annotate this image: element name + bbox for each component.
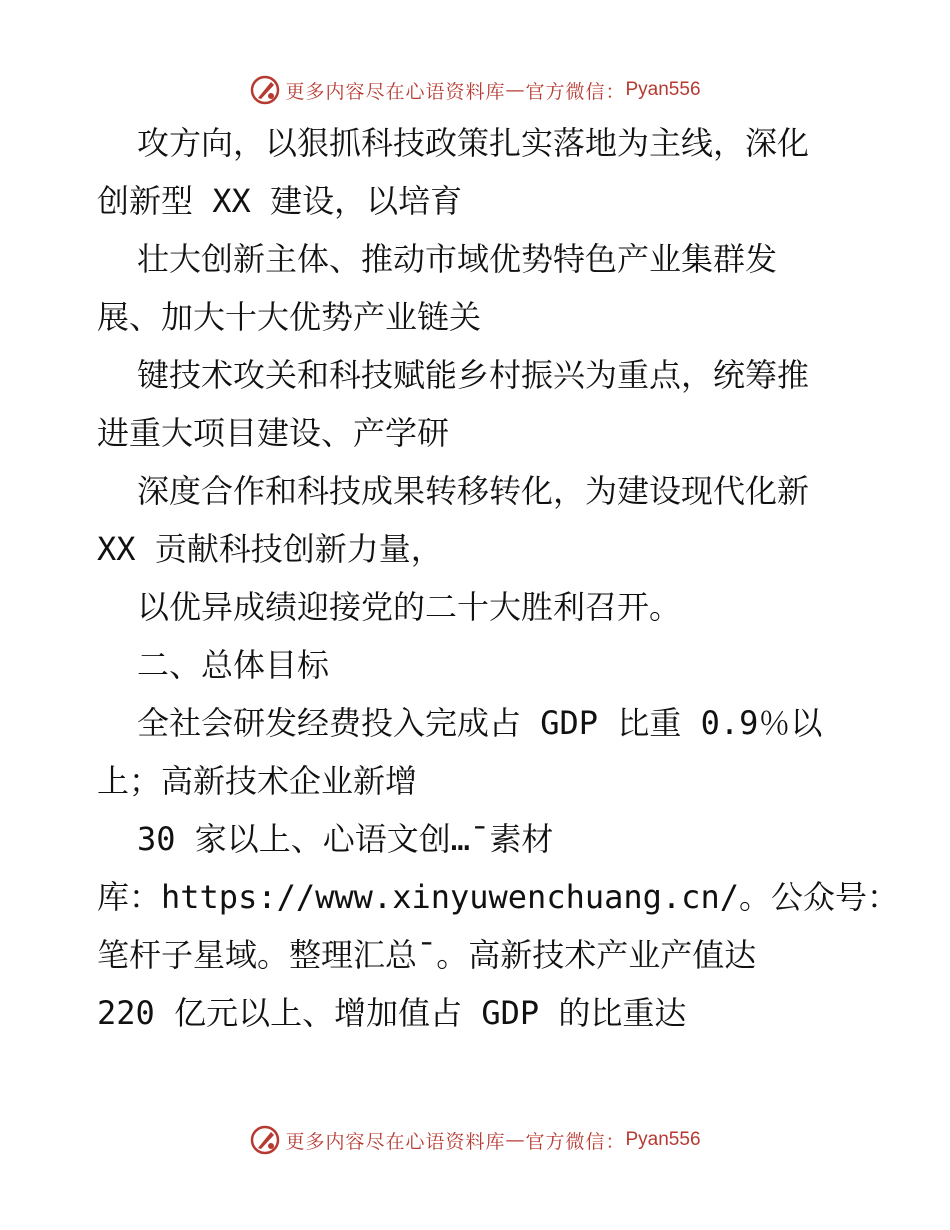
footer-watermark (0, 1123, 950, 1157)
watermark-brand: 更多内容尽在心语资料库 (285, 1130, 506, 1153)
watermark-label: 官方微信： (525, 80, 626, 103)
text-line: 上；高新技术企业新增 (97, 762, 418, 800)
text-line: 进重大项目建设、产学研 (97, 414, 450, 452)
watermark-dash: — (505, 79, 526, 101)
text-line: 以优异成绩迎接党的二十大胜利召开。 (137, 588, 682, 626)
watermark-label: 官方微信： (525, 1130, 626, 1153)
quill-circle-icon (249, 74, 281, 106)
watermark-handle: Pyan556 (625, 1129, 701, 1150)
text-line: 创新型 XX 建设，以培育 (97, 182, 463, 220)
text-line: 攻方向，以狠抓科技政策扎实落地为主线，深化 (137, 124, 810, 162)
text-line: 笔杆子星域。整理汇总¯。高新技术产业产值达 (97, 936, 757, 974)
text-line: 深度合作和科技成果转移转化，为建设现代化新 (137, 472, 810, 510)
document-body (97, 114, 899, 1042)
header-watermark (0, 73, 950, 107)
watermark-brand: 更多内容尽在心语资料库 (285, 80, 506, 103)
watermark-handle: Pyan556 (625, 79, 701, 100)
text-line: 键技术攻关和科技赋能乡村振兴为重点，统筹推 (137, 356, 810, 394)
text-line: 展、加大十大优势产业链关 (97, 298, 482, 336)
text-line: 30 家以上、心语文创…¯素材 (137, 820, 554, 858)
text-line: 220 亿元以上、增加值占 GDP 的比重达 (97, 994, 687, 1032)
text-line: 全社会研发经费投入完成占 GDP 比重 0.9％以 (137, 704, 823, 742)
text-line: 壮大创新主体、推动市域优势特色产业集群发 (137, 240, 778, 278)
text-line: 库：https://www.xinyuwenchuang.cn/。公众号： (97, 878, 899, 916)
text-line: XX 贡献科技创新力量， (97, 530, 443, 568)
quill-circle-icon (249, 1124, 281, 1156)
watermark-dash: — (505, 1129, 526, 1151)
section-heading: 二、总体目标 (137, 646, 330, 684)
